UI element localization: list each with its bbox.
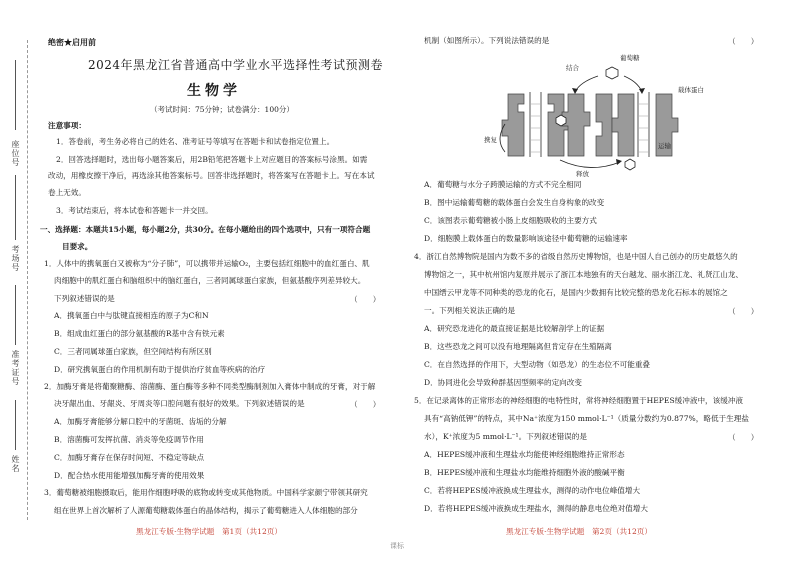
seat-number-line [15,60,16,130]
exam-room-line [15,175,16,240]
name-label: 姓名 [11,455,20,473]
q1-option-a: A．携氧蛋白中与肽键直接相连的原子为C和N [54,311,209,320]
q2-option-b: B．溶菌酶可发挥抗菌、消炎等免疫调节作用 [54,435,204,444]
q2-stem: 决牙龈出血、牙龈炎、牙周炎等口腔问题有很好的效果。下列叙述错误的是 [54,399,305,408]
note-line: 2．回答选择题时，选出每小题答案后，用2B铅笔把答题卡上对应题目的答案标号涂黑。如需 [56,155,368,164]
q1-option-c: C．三者同属球蛋白家族，但空间结构有所区别 [54,347,212,356]
q3-option-a: A．葡萄糖与水分子跨膜运输的方式不完全相同 [424,180,582,189]
name-line [15,400,16,450]
section-heading: 一、选择题：本题共15小题，每小题2分，共30分。在每小题给出的四个选项中，只有一项符合题 [40,225,371,234]
q2-stem: 2．加酶牙膏是将葡聚糖酶、溶菌酶、蛋白酶等多种不同类型酶制剂加入膏体中制成的牙膏，对于解 [44,382,376,391]
q5-option-d: D．若将HEPES缓冲液换成生理盐水，测得的静息电位绝对值增大 [424,504,648,513]
membrane-right [638,92,649,157]
q3-answer-paren: （ ） [728,37,759,46]
q3-option-d: D．细胞膜上载体蛋白的数量影响该途径中葡萄糖的运输速率 [424,234,628,243]
q5-option-b: B．HEPES缓冲液和生理盐水均能维持细胞外液的酸碱平衡 [424,468,625,477]
q4-stem: 博物馆之一，其中杭州馆内复原并展示了浙江本地独有的天台越龙、丽水浙江龙、礼贤江山龙、 [424,270,743,279]
q1-option-d: D．研究携氧蛋白的作用机制有助于提供治疗贫血等疾病的治疗 [54,365,266,374]
q1-stem: 肉细胞中的肌红蛋白和脑组织中的脑红蛋白，三者同属球蛋白家族，但氨基酸序列差异较大。 [54,276,366,285]
glucose-molecule [625,159,635,170]
secret-mark: 绝密★启用前 [48,37,96,47]
q5-stem: 5．在记录离体的正常形态的神经细胞的电特性时，常将神经细胞置于HEPES缓冲液中，该缓冲液 [414,396,744,405]
q3-option-c: C．该图表示葡萄糖被小肠上皮细胞吸收的主要方式 [424,216,597,225]
q3-option-b: B．图中运输葡萄糖的载体蛋白会发生自身构象的改变 [424,198,605,207]
exam-title: 2024年黑龙江省普通高中学业水平选择性考试预测卷 [88,58,384,72]
q1-option-b: B．组成血红蛋白的部分氨基酸的R基中含有铁元素 [54,329,225,338]
q4-stem: 中国缙云甲龙等不同种类的恐龙的化石，是国内少数拥有比较完整的恐龙化石标本的展馆之 [424,288,728,297]
q5-option-a: A．HEPES缓冲液和生理盐水均能使神经细胞维持正常形态 [424,450,625,459]
q4-answer-paren: （ ） [728,307,759,316]
q1-stem: 下列叙述错误的是 [54,294,115,303]
q4-option-c: C．在自然选择的作用下，大型动物（如恐龙）的生态位不可能重叠 [424,360,651,369]
q1-answer-paren: （ ） [350,295,381,304]
diagram-label-release: 释放 [576,170,589,177]
binding-strip [0,0,34,563]
subject-title: 生物学 [187,83,241,99]
q5-stem: 具有“高钠低钾”的特点，其中Na⁺浓度为150 mmol·L⁻¹（质量分数约为0.877%，略低于生理盐 [424,414,749,423]
membrane-left [530,92,541,157]
note-line: 改动，用橡皮擦干净后，再选涂其他答案标号。回答非选择题时，将答案写在答题卡上。写在本试 [48,171,375,180]
diagram-label-bind: 结合 [566,64,579,72]
q2-option-c: C．加酶牙膏存在保存时间短、不稳定等缺点 [54,453,205,462]
q3-stem: 组在世界上首次解析了人源葡萄糖载体蛋白的晶体结构，揭示了葡萄糖进入人体细胞的部分 [54,506,358,515]
q4-stem: 4．浙江自然博物院是国内为数不多的省级自然历史博物馆，也是中国人自己创办的历史最悠久的 [414,252,738,261]
q4-stem: 一。下列相关说法正确的是 [424,306,516,315]
page-footer-left: 黑龙江专版·生物学试题 第1页（共12页） [136,527,282,536]
q2-answer-paren: （ ） [350,400,381,409]
q4-option-a: A．研究恐龙进化的最直接证据是比较解剖学上的证据 [424,324,605,333]
glucose-transport-diagram [410,52,780,177]
note-line: 卷上无效。 [48,188,86,197]
q5-option-c: C．若将HEPES缓冲液换成生理盐水，测得的动作电位峰值增大 [424,486,641,495]
diagram-label-glucose: 葡萄糖 [620,54,640,62]
section-heading-cont: 目要求。 [62,242,93,251]
carrier-protein-2 [562,94,612,156]
q5-answer-paren: （ ） [728,433,759,442]
glucose-molecule [606,67,618,79]
notes-title: 注意事项： [48,121,86,130]
exam-room-label: 考场号 [11,245,20,272]
exam-info: （考试时间：75分钟；试卷满分：100分） [150,105,294,114]
q2-option-d: D．配合热水使用能增强加酶牙膏的使用效果 [54,471,205,480]
q3-stem-cont: 机制（如图所示）。下列说法错误的是 [424,36,550,45]
watermark: 课标 [390,542,404,550]
diagram-label-carry: 携复 [484,136,497,144]
seat-number-label: 座位号 [11,140,20,167]
diagram-label-transport: 运输 [658,142,671,150]
note-line: 1．答卷前，考生务必将自己的姓名、准考证号等填写在答题卡和试卷指定位置上。 [56,137,335,146]
diagram-label-carrier: 载体蛋白 [678,86,704,94]
q4-option-d: D．协同进化会导致种群基因型频率的定向改变 [424,378,582,387]
q1-stem: 1．人体中的携氧蛋白又被称为“分子肺”，可以携带并运输O₂，主要包括红细胞中的血红蛋白、肌 [44,259,370,268]
q4-option-b: B．这些恐龙之间可以没有地理隔离但肯定存在生殖隔离 [424,342,612,351]
q5-stem: 水），K⁺浓度为5 mmol·L⁻¹。下列叙述错误的是 [424,432,587,441]
glucose-molecule [556,115,566,126]
q3-stem: 3．葡萄糖被细胞摄取后，能用作细胞呼吸的底物或转变成其他物质。中国科学家颜宁带领其研究 [44,488,368,497]
page-footer-right: 黑龙江专版·生物学试题 第2页（共12页） [506,527,652,536]
admission-number-label: 准考证号 [11,350,20,386]
q2-option-a: A．加酶牙膏能够分解口腔中的牙菌斑、齿垢的分解 [54,417,227,426]
admission-number-line [15,285,16,345]
cut-line [27,40,28,520]
note-line: 3．考试结束后，将本试卷和答题卡一并交回。 [56,206,213,215]
